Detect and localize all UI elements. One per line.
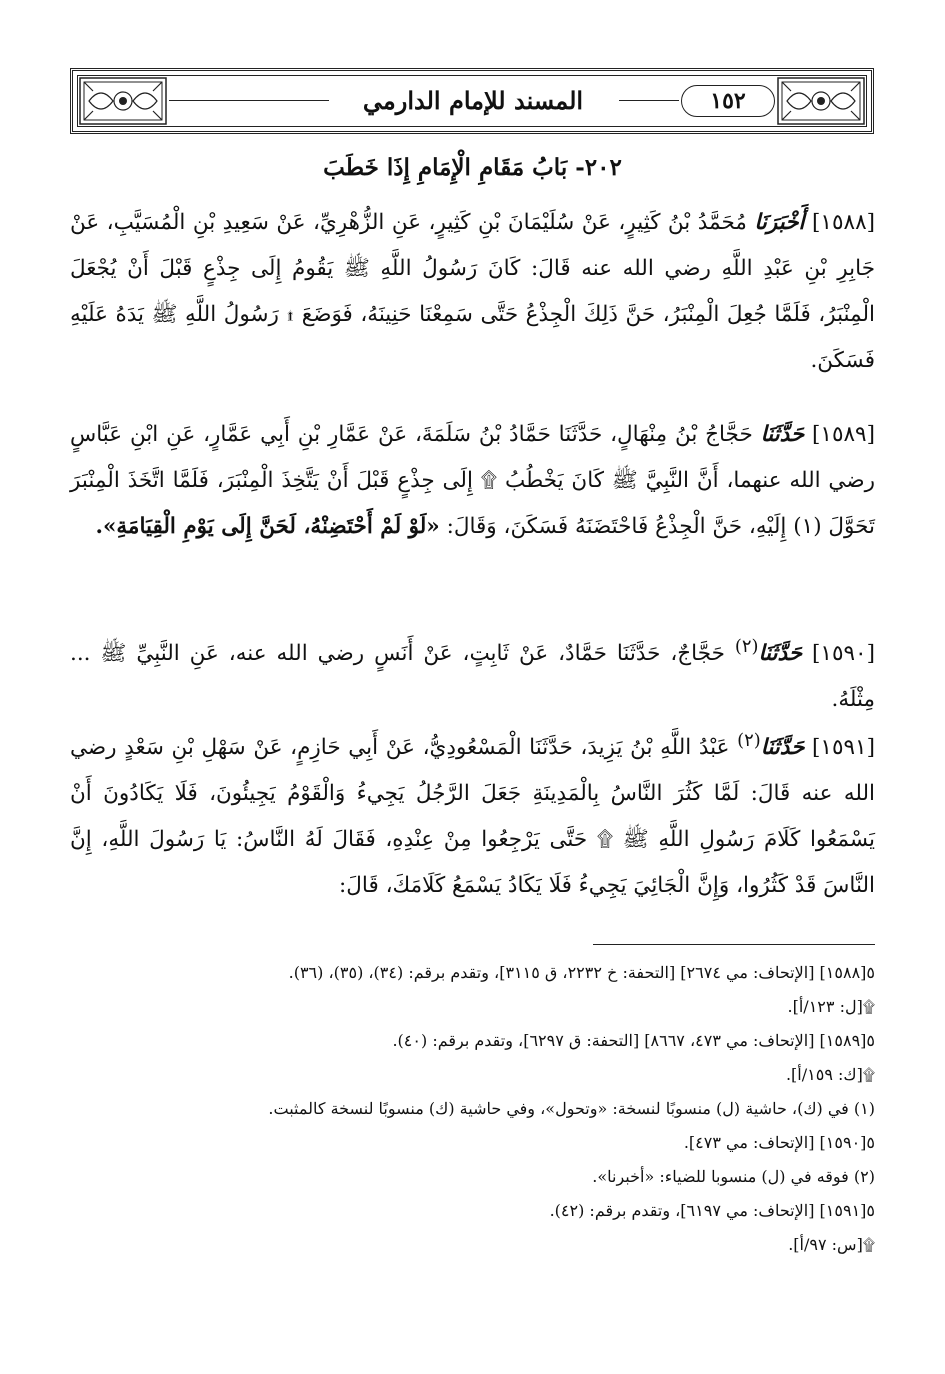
footnote: ۩[ل: ١٢٣/أ].	[787, 997, 875, 1016]
hadith-text: عَبْدُ اللَّهِ بْنُ يَزِيدَ، حَدَّثَنَا الْمَسْعُودِيُّ، عَنْ أَبِي حَازِمٍ، عَنْ سَهْلِ بْنِ سَعْدٍ رضي الله عنه قَالَ: لَمَّا كَثُرَ النَّاسُ بِالْمَدِينَةِ جَعَلَ الرَّجُلُ يَجِيءُ وَالْقَوْمُ يَجِيئُونَ، فَلَا يَكَادُونَ أَنْ يَسْمَعُوا كَلَامَ رَسُولِ اللَّهِ ﷺ ۩ حَتَّى يَرْجِعُوا مِنْ عِنْدِهِ، فَقَالَ لَهُ النَّاسُ: يَا رَسُولَ اللَّهِ، إِنَّ النَّاسَ قَدْ كَثُرُوا، وَإِنَّ الْجَائِيَ يَجِيءُ فَلَا يَكَادُ يَسْمَعُ كَلَامَكَ، قَالَ:	[70, 735, 875, 899]
page-header	[70, 68, 874, 134]
page-number: ١٥٢	[681, 85, 775, 117]
hadith-1591	[70, 718, 875, 909]
hadith-keyword: حَدَّثَنَا	[760, 422, 805, 447]
ornament-right-icon	[777, 77, 865, 125]
footnote: ٥[١٥٨٩] [الإتحاف: مي ٤٧٣، ٨٦٦٧] [التحفة: ق ٦٢٩٧]، وتقدم برقم: (٤٠).	[392, 1031, 875, 1050]
footnote: (٢) فوقه في (ل) منسوبا للضياء: «أخبرنا».	[592, 1167, 875, 1186]
ornament-left-icon	[79, 77, 167, 125]
header-rule-right	[619, 100, 679, 101]
footnotes	[70, 956, 875, 1262]
footnote: ٥[١٥٩١] [الإتحاف: مي ٦١٩٧]، وتقدم برقم: (٤٢).	[549, 1201, 875, 1220]
footnote: ٥[١٥٩٠] [الإتحاف: مي ٤٧٣].	[683, 1133, 875, 1152]
hadith-keyword: حَدَّثَنَا	[760, 735, 805, 761]
hadith-keyword: أَخْبَرَنَا	[754, 210, 805, 235]
footnote-separator	[593, 944, 875, 945]
hadith-text: مُحَمَّدُ بْنُ كَثِيرٍ، عَنْ سُلَيْمَانَ بْنِ كَثِيرٍ، عَنِ الزُّهْرِيِّ، عَنْ سَعِيدِ بْنِ الْمُسَيَّبِ، عَنْ جَابِرِ بْنِ عَبْدِ اللَّهِ رضي الله عنه قَالَ: كَانَ رَسُولُ اللَّهِ ﷺ يَقُومُ إِلَى جِذْعٍ قَبْلَ أَنْ يُجْعَلَ الْمِنْبَرُ، فَلَمَّا جُعِلَ الْمِنْبَرُ، حَنَّ ذَلِكَ الْجِذْعُ حَتَّى سَمِعْنَا حَنِينَهُ، فَوَضَعَ ۩ رَسُولُ اللَّهِ ﷺ يَدَهُ عَلَيْهِ فَسَكَنَ.	[70, 210, 875, 373]
hadith-number: [١٥٨٩]	[812, 422, 875, 447]
footnote: ۩[س: ٩٧/أ].	[788, 1235, 875, 1254]
hadith-1590	[70, 624, 875, 723]
footnote: (١) في (ك)، حاشية (ل) منسوبًا لنسخة: «وتحول»، وفي حاشية (ك) منسوبًا لنسخة كالمثبت.	[268, 1099, 875, 1118]
running-title: المسند للإمام الدارمي	[362, 86, 584, 115]
hadith-number: [١٥٩١]	[812, 735, 875, 761]
hadith-number: [١٥٩٠]	[812, 641, 875, 667]
hadith-text: حَجَّاجُ بْنُ مِنْهَالٍ، حَدَّثَنَا حَمَّادُ بْنُ سَلَمَةَ، عَنْ عَمَّارِ بْنِ أَبِي عَمَّارٍ، عَنِ ابْنِ عَبَّاسٍ رضي الله عنهما، أَنَّ النَّبِيَّ ﷺ كَانَ يَخْطُبُ ۩ إِلَى جِذْعٍ قَبْلَ أَنْ يَتَّخِذَ الْمِنْبَرَ، فَلَمَّا اتَّخَذَ الْمِنْبَرَ تَحَوَّلَ (١) إِلَيْهِ، حَنَّ الْجِذْعُ فَاحْتَضَنَهُ فَسَكَنَ، وَقَالَ:	[70, 422, 875, 539]
hadith-1588	[70, 200, 875, 384]
footnote-ref: (٢)	[737, 730, 761, 751]
footnote: ٥[١٥٨٨] [الإتحاف: مي ٢٦٧٤] [التحفة: خ ٢٢٣٢، ق ٣١١٥]، وتقدم برقم: (٣٤)، (٣٥)، (٣٦).	[288, 963, 875, 982]
hadith-1589	[70, 412, 875, 550]
hadith-number: [١٥٨٨]	[812, 210, 876, 235]
chapter-title: ٢٠٢- بَابُ مَقَامِ الْإِمَامِ إِذَا خَطَبَ	[323, 154, 622, 181]
header-rule-left	[169, 100, 329, 101]
hadith-text: حَجَّاجٌ، حَدَّثَنَا حَمَّادٌ، عَنْ ثَابِتٍ، عَنْ أَنَسٍ رضي الله عنه، عَنِ النَّبِيِّ ﷺ ... مِثْلَهُ.	[70, 641, 875, 713]
hadith-keyword: حَدَّثَنَا	[758, 641, 803, 667]
footnote: ۩[ك: ١٥٩/أ].	[785, 1065, 875, 1084]
footnote-ref: (٢)	[734, 636, 759, 657]
hadith-quote: «لَوْ لَمْ أَحْتَضِنْهُ، لَحَنَّ إِلَى يَوْمِ الْقِيَامَةِ».	[95, 514, 440, 539]
